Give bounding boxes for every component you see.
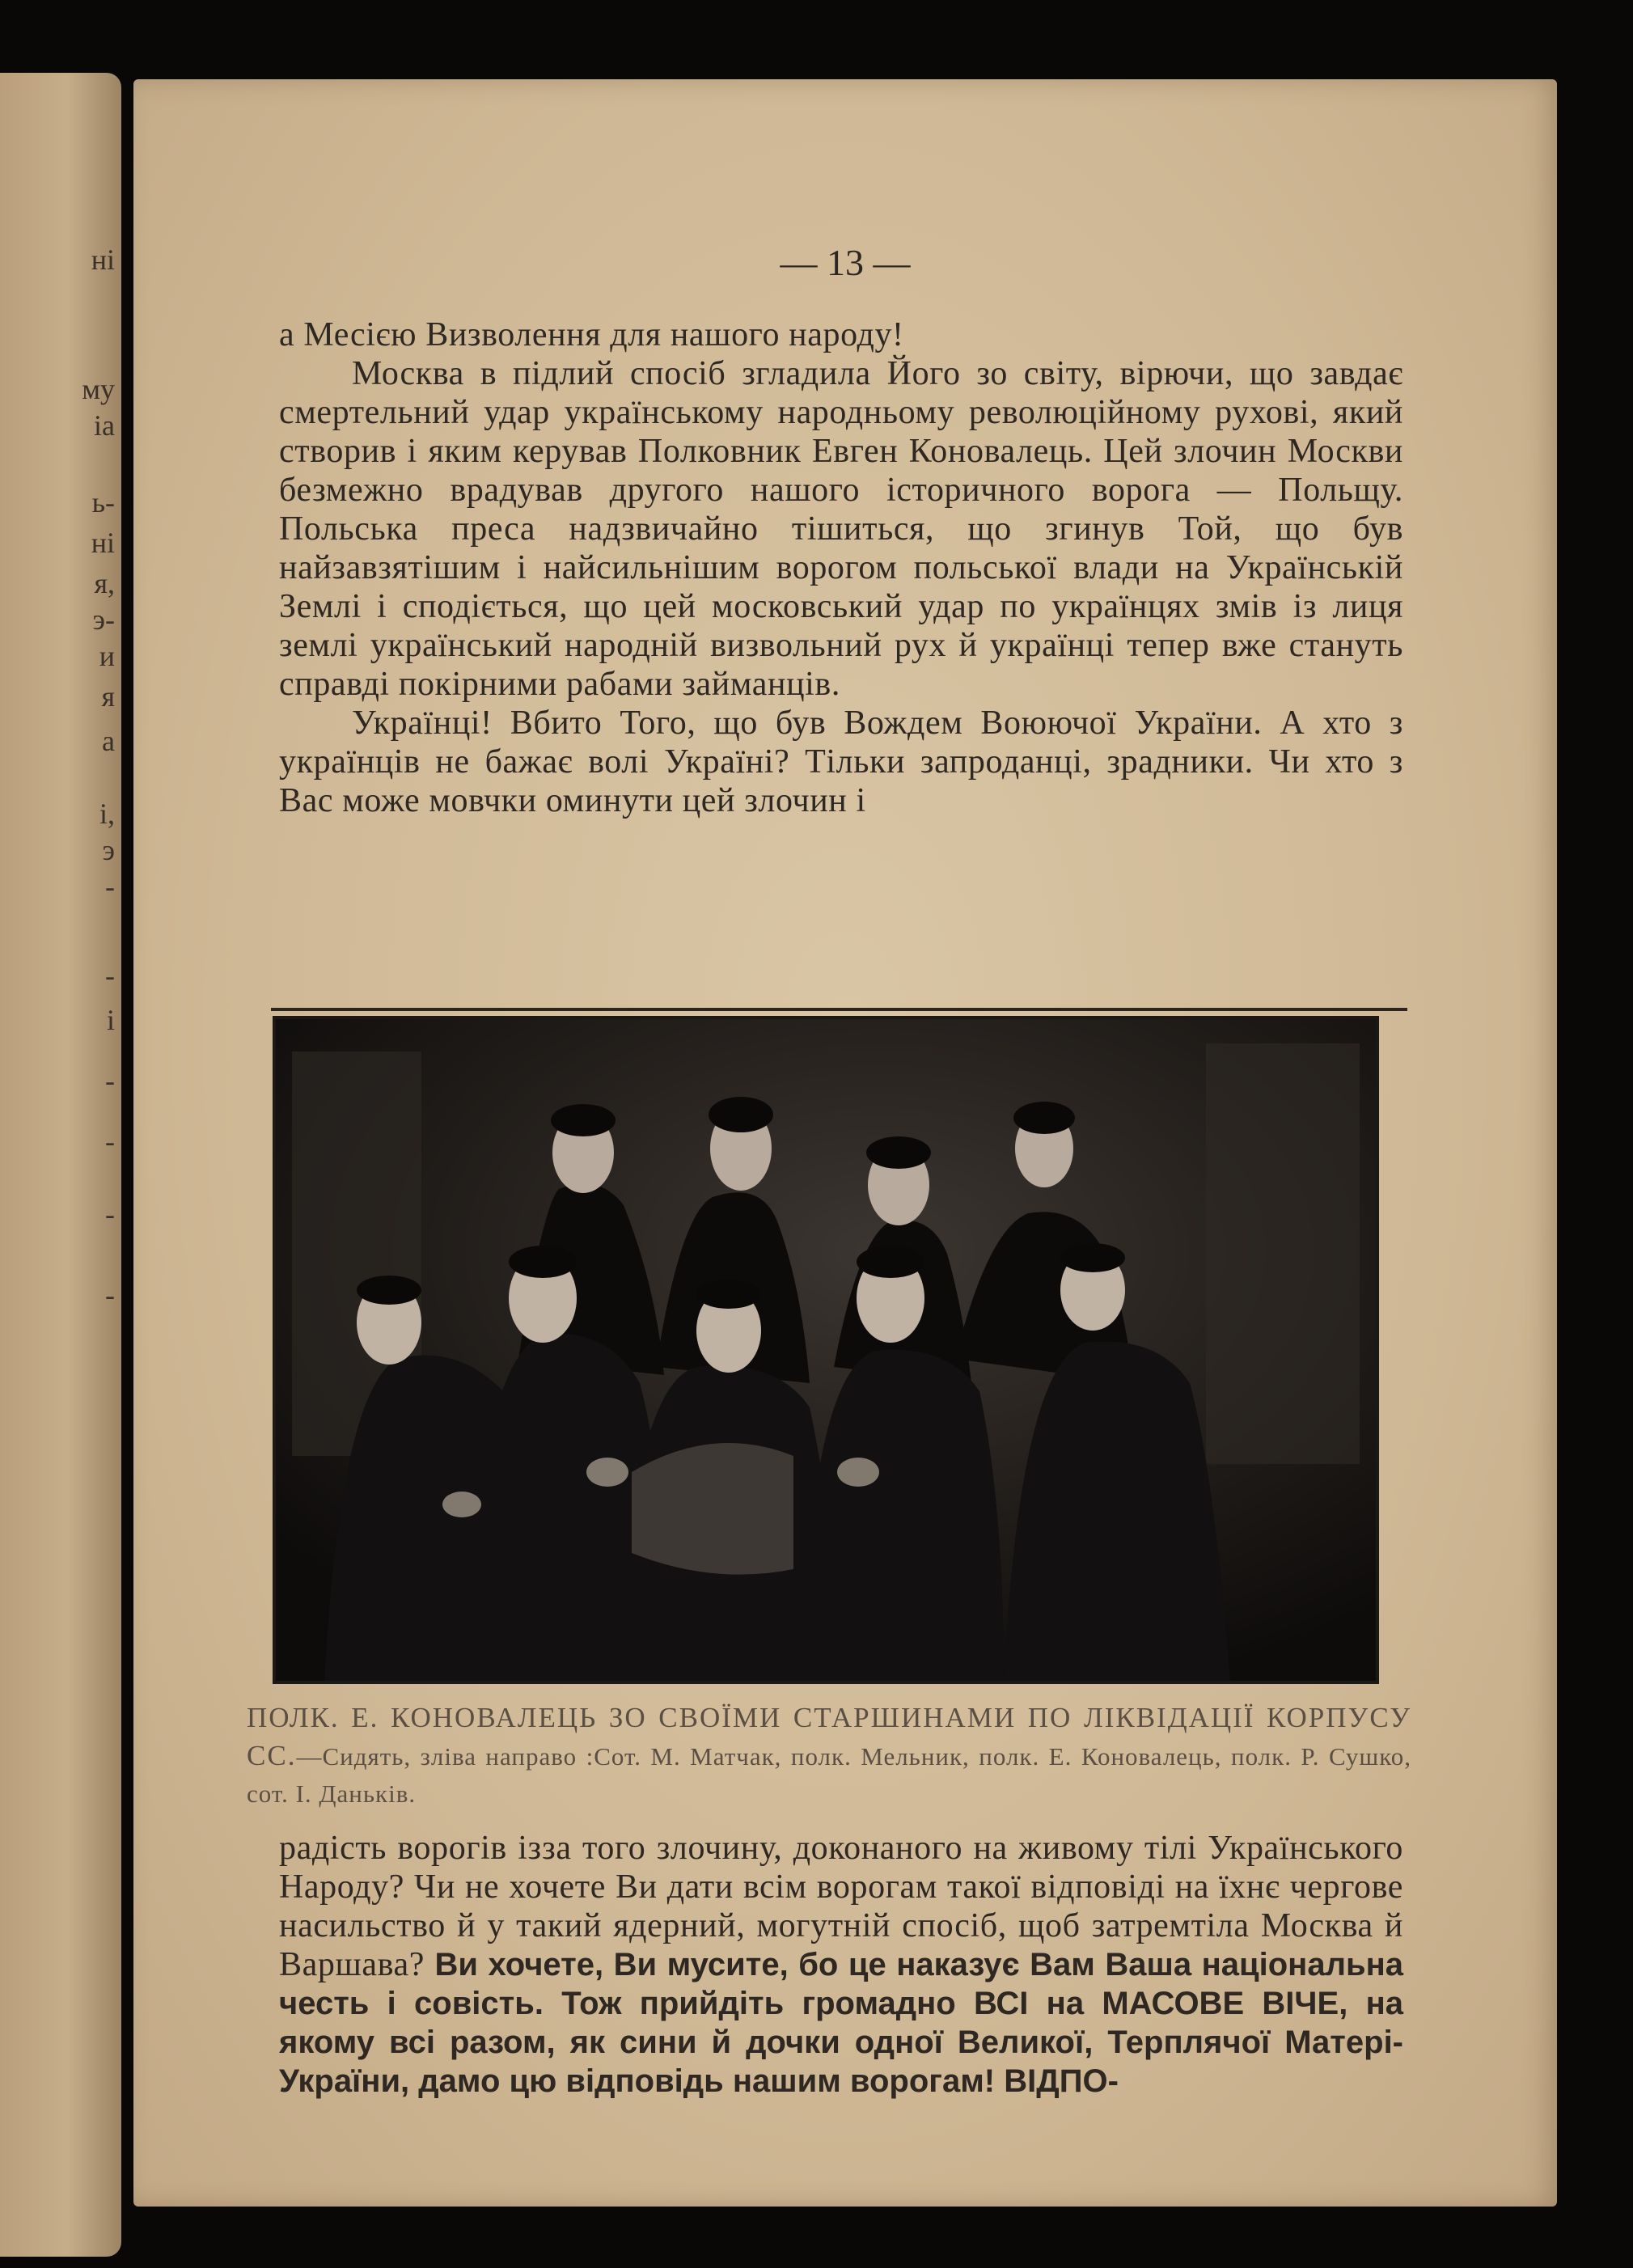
previous-page-text-fragment: ь- xyxy=(91,486,115,518)
top-text-block xyxy=(279,315,1403,820)
page-number: — 13 — xyxy=(780,242,911,283)
photo-illustration xyxy=(276,1019,1376,1681)
photo-top-rule xyxy=(271,1008,1407,1011)
paragraph-4-bold: Ви хочете, Ви мусите, бо це наказує Вам Ваша національна честь і совість. Тож прийдіть громадно ВСІ на МАСОВЕ ВІЧЕ, на якому всі разом, як сини й дочки одної Великої, Терплячої Матері-України, дамо цю відповідь нашим ворогам! ВІДПО- xyxy=(279,1947,1403,2099)
previous-page-edge xyxy=(0,73,121,2257)
previous-page-text-fragment: іа xyxy=(94,409,115,442)
caption-title: ПОЛК. Е. КОНОВАЛЕЦЬ ЗО СВОЇМИ СТАРШИНАМИ ПО ЛІКВІДАЦІЇ КОРПУСУ СС. xyxy=(247,1702,1411,1771)
previous-page-text-fragment: - xyxy=(105,870,115,903)
paragraph-4 xyxy=(279,1829,1403,2101)
caption-names: —Сидять, зліва направо :Сот. М. Матчак, полк. Мельник, полк. Е. Коновалець, полк. Р. Сушко, сот. І. Даньків. xyxy=(247,1742,1411,1808)
previous-page-text-fragment: э- xyxy=(92,603,115,636)
paragraph-3: Українці! Вбито Того, що був Вождем Воюючої України. А хто з українців не бажає волі Україні? Тільки запроданці, зрадники. Чи хто з Вас може мовчки оминути цей злочин і xyxy=(279,705,1403,819)
book-page xyxy=(133,79,1557,2207)
previous-page-text-fragment: и xyxy=(99,640,115,672)
previous-page-text-fragment: ні xyxy=(91,527,115,559)
group-photograph xyxy=(273,1016,1379,1684)
previous-page-text-fragment: і, xyxy=(99,798,115,830)
previous-page-text-fragment: і xyxy=(106,1004,115,1036)
previous-page-text-fragment: я, xyxy=(94,567,115,599)
previous-page-text-fragment: - xyxy=(105,959,115,992)
previous-page-text-fragment: му xyxy=(82,373,115,405)
previous-page-text-fragment: - xyxy=(105,1125,115,1157)
paragraph-1: а Месією Визволення для нашого народу! xyxy=(279,316,904,353)
bottom-text-block xyxy=(279,1829,1403,2101)
previous-page-text-fragment: э xyxy=(102,834,115,866)
previous-page-text-fragment: я xyxy=(101,680,115,713)
previous-page-text-fragment: а xyxy=(102,725,115,757)
previous-page-text-fragment: - xyxy=(105,1279,115,1311)
paragraph-2: Москва в підлий спосіб згладила Його зо світу, вірючи, що завдає смертельний удар українському народньому революційному рухові, який створив і яким керував Полковник Евген Коновалець. Цей злочин Москви безмежно врадував другого нашого історичного ворога — Польщу. Польська преса надзвичайно тішиться, що згинув Той, що був найзавзятішим і найсильнішим ворогом польської влади на Українській Землі і сподіється, що цей московський удар по українцях змів із лиця землі український народній визвольний рух й українці тепер вже стануть справді покірними рабами займанців. xyxy=(279,355,1403,703)
previous-page-text-fragment: - xyxy=(105,1198,115,1230)
paragraph-4-regular: радість ворогів ізза того злочину, доконаного на живому тілі Українського Народу? Чи не хочете Ви дати всім ворогам такої відповіді на їхнє чергове насильство й у такий ядерний, могутній спосіб, щоб затремтіла Москва й Варшава? xyxy=(279,1830,1403,1983)
photo-caption xyxy=(247,1699,1411,1813)
previous-page-text-fragment: - xyxy=(105,1064,115,1097)
previous-page-text-fragment: ні xyxy=(91,243,115,276)
